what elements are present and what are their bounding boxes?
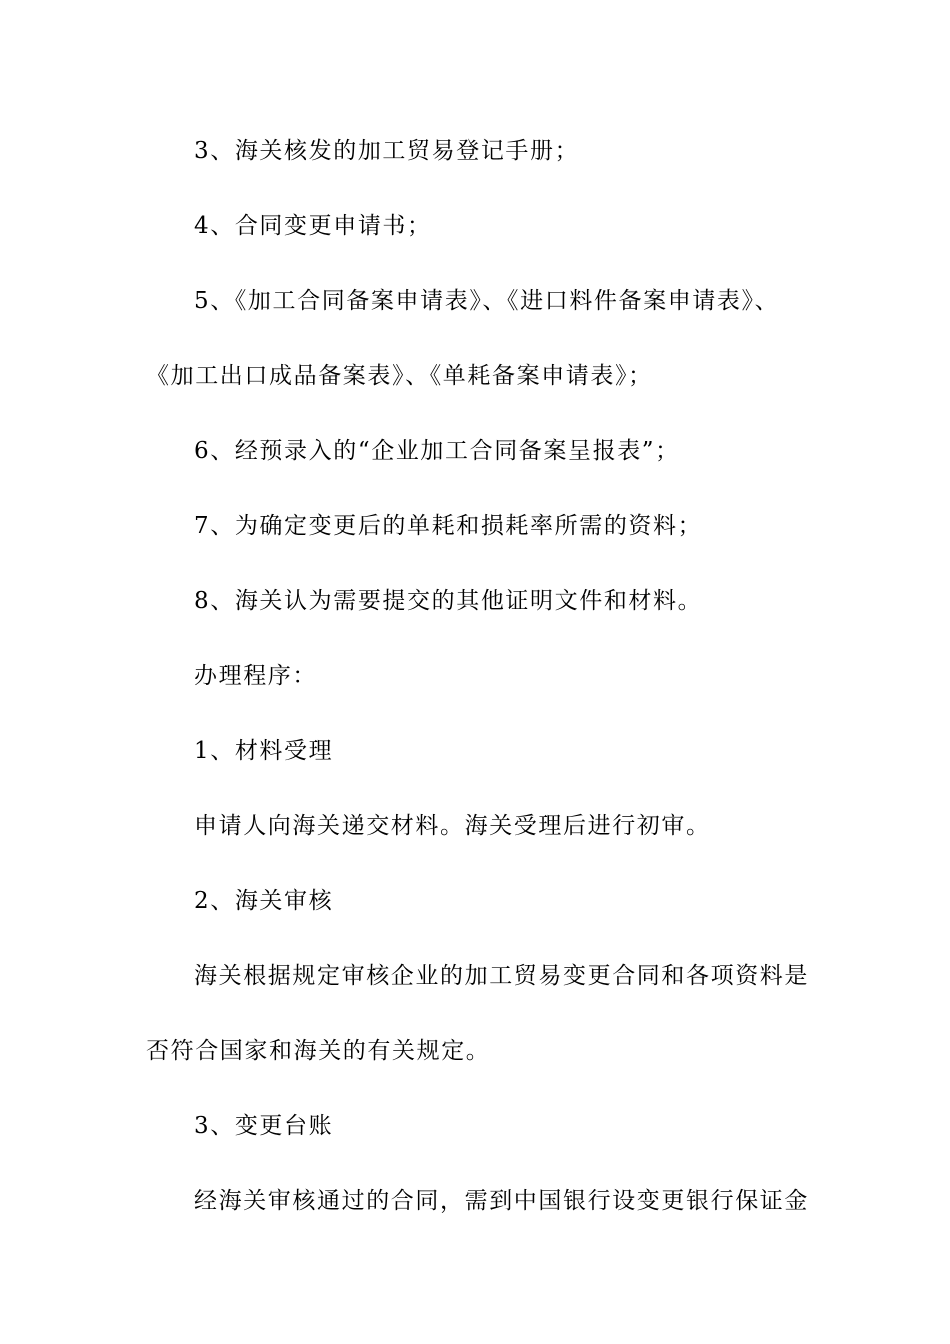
step-heading-ledger-change: 3、变更台账 bbox=[194, 1113, 334, 1139]
list-item-registration-handbook: 3、海关核发的加工贸易登记手册； bbox=[194, 138, 580, 164]
list-item-consumption-materials: 7、为确定变更后的单耗和损耗率所需的资料； bbox=[194, 513, 703, 539]
list-item-change-application: 4、合同变更申请书； bbox=[194, 213, 432, 239]
step-heading-review: 2、海关审核 bbox=[194, 888, 334, 914]
list-item-pre-entry-report: 6、经预录入的“企业加工合同备案呈报表”； bbox=[194, 438, 680, 464]
section-heading-procedure: 办理程序： bbox=[194, 663, 317, 689]
paragraph-acceptance: 申请人向海关递交材料。海关受理后进行初审。 bbox=[194, 813, 711, 839]
paragraph-review: 海关根据规定审核企业的加工贸易变更合同和各项资料是 bbox=[194, 963, 809, 989]
list-item-record-forms-continued: 《加工出口成品备案表》、《单耗备案申请表》； bbox=[146, 363, 653, 389]
paragraph-review-continued: 否符合国家和海关的有关规定。 bbox=[146, 1038, 491, 1064]
step-heading-acceptance: 1、材料受理 bbox=[194, 738, 334, 764]
list-item-other-documents: 8、海关认为需要提交的其他证明文件和材料。 bbox=[194, 588, 703, 614]
list-item-record-forms: 5、《加工合同备案申请表》、《进口料件备案申请表》、 bbox=[194, 288, 780, 314]
paragraph-ledger-change: 经海关审核通过的合同，需到中国银行设变更银行保证金 bbox=[194, 1188, 809, 1214]
